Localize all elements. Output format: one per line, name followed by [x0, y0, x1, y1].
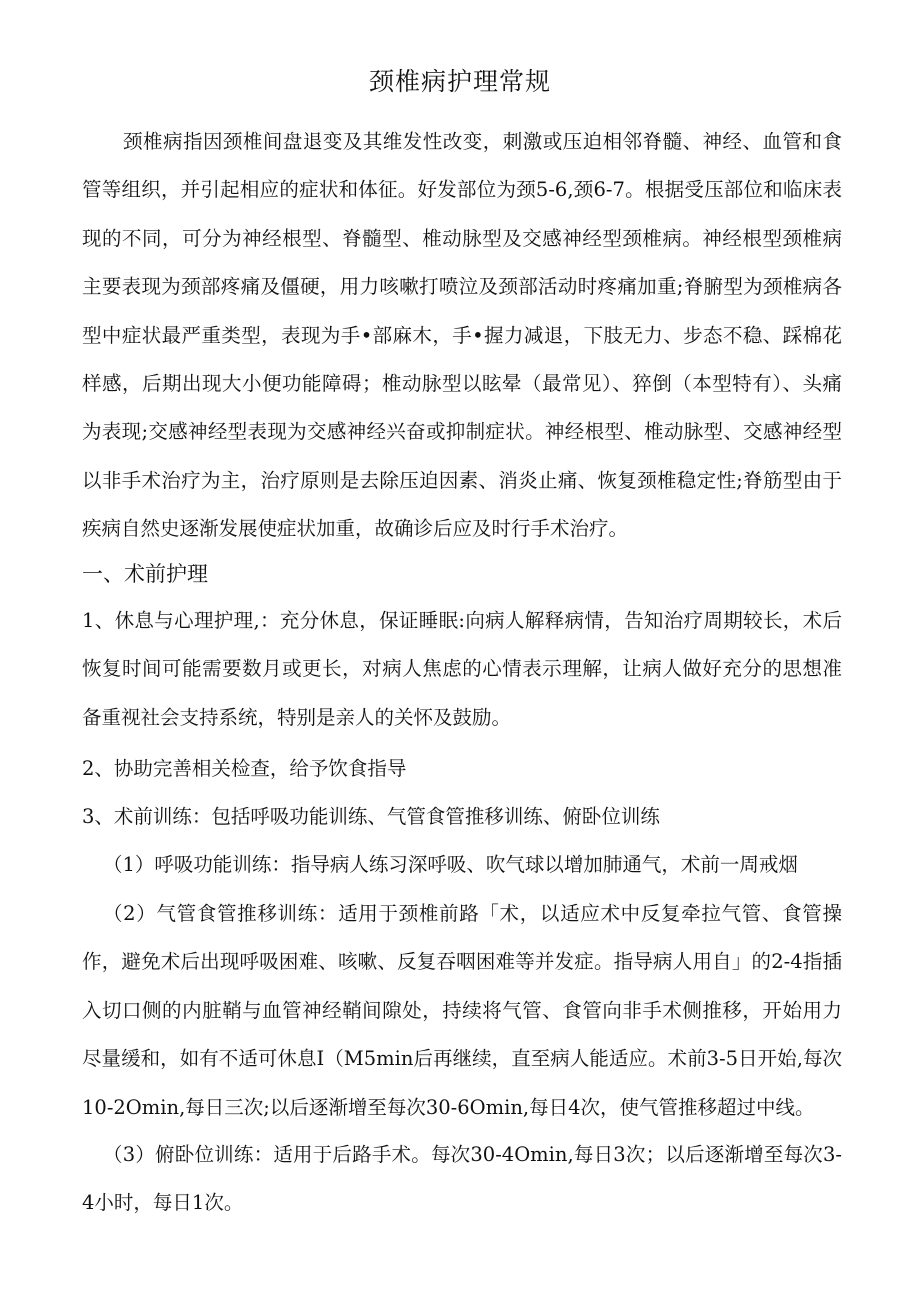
item-rest-psychological-care: 1、休息与心理护理,：充分休息，保证睡眠:向病人解释病情，告知治疗周期较长，术后恢复时间可能需要数月或更长，对病人焦虑的心情表示理解，让病人做好充分的思想准备重视社会支持系统，特别是亲人的关怀及鼓励。: [82, 609, 842, 729]
subitem-prone-position-training: （3）俯卧位训练：适用于后路手术。每次30-4Omin,每日3次；以后逐渐增至每次3-4小时，每日1次。: [82, 1143, 842, 1215]
subitem-breathing-training: （1）呼吸功能训练：指导病人练习深呼吸、吹气球以增加肺通气，术前一周戒烟: [103, 853, 798, 876]
item-assist-examinations: 2、协助完善相关检查，给予饮食指导: [82, 757, 407, 780]
document-title: 颈椎病护理常规: [368, 67, 551, 96]
intro-paragraph: 颈椎病指因颈椎间盘退变及其维发性改变，刺激或压迫相邻脊髓、神经、血管和食管等组织，并引起相应的症状和体征。好发部位为颈5-6,颈6-7。根据受压部位和临床表现的不同，可分为神经根型、脊髓型、椎动脉型及交感神经型颈椎病。神经根型颈椎病主要表现为颈部疼痛及僵硬，用力咳嗽打喷泣及颈部活动时疼痛加重;脊腑型为颈椎病各型中症状最严重类型，表现为手•部麻木，手•握力减退，下肢无力、步态不稳、踩棉花样感，后期出现大小便功能障碍；椎动脉型以眩晕（最常见）、猝倒（本型特有）、头痛为表现;交感神经型表现为交感神经兴奋或抑制症状。神经根型、椎动脉型、交感神经型以非手术治疗为主，治疗原则是去除压迫因素、消炎止痛、恢复颈椎稳定性;脊筋型由于疾病自然史逐渐发展使症状加重，故确诊后应及时行手术治疗。: [82, 130, 842, 541]
section-heading-preop: 一、术前护理: [82, 562, 208, 586]
subitem-trachea-esophagus-training: （2）气管食管推移训练：适用于颈椎前路「术，以适应术中反复牵拉气管、食管操作，避免术后出现呼吸困难、咳嗽、反复吞咽困难等并发症。指导病人用自」的2-4指插入切口侧的内脏鞘与血管神经鞘间隙处，持续将气管、食管向非手术侧推移，开始用力尽量缓和，如有不适可休息I（M5min后再继续，直至病人能适应。术前3-5日开始,每次10-2Omin,每日三次;以后逐渐增至每次30-6Omin,每日4次，使气管推移超过中线。: [82, 902, 842, 1119]
item-preop-training: 3、术前训练：包括呼吸功能训练、气管食管推移训练、俯卧位训练: [82, 805, 660, 828]
